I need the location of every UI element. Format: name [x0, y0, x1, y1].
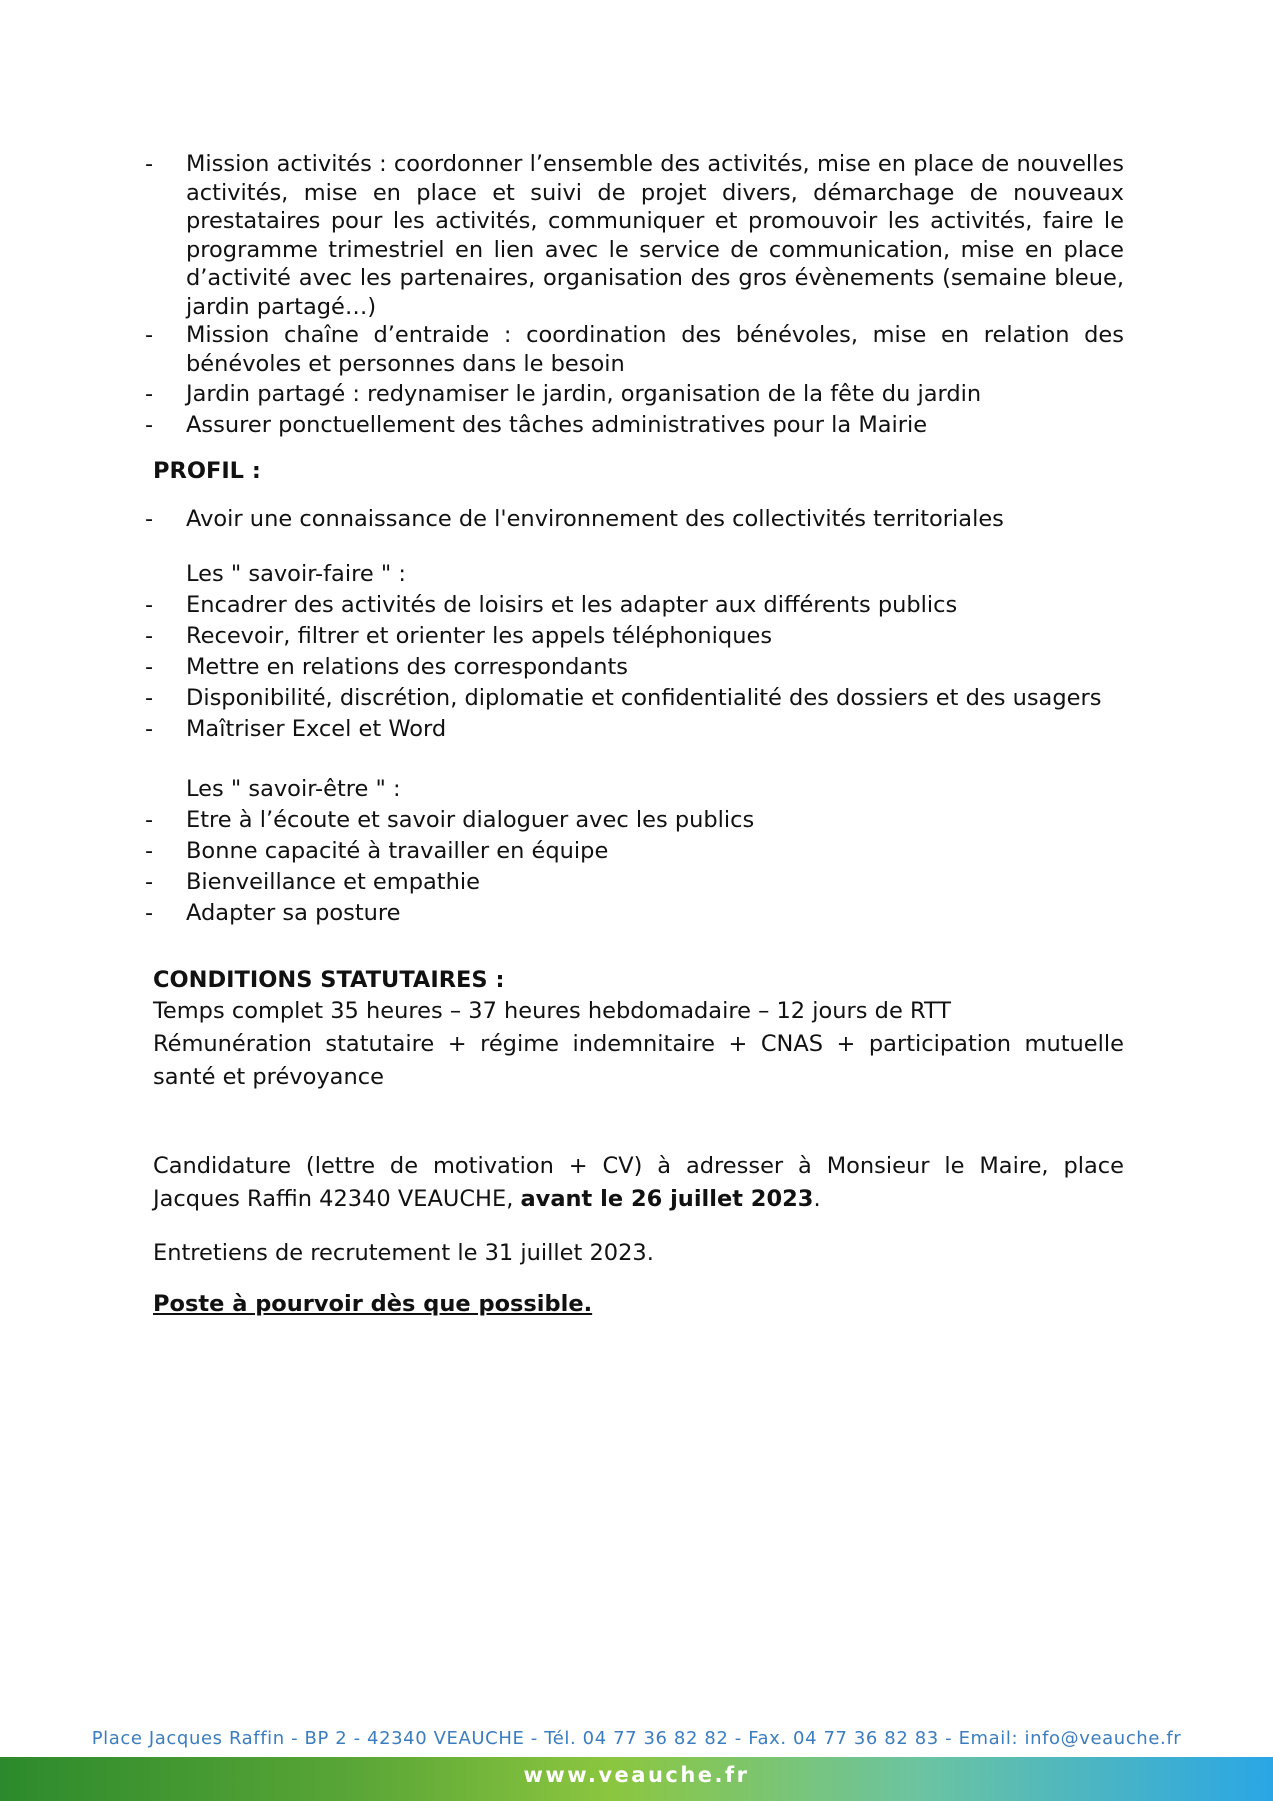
- missions-list: [145, 150, 1124, 439]
- footer-address: Place Jacques Raffin - BP 2 - 42340 VEAUCHE - Tél. 04 77 36 82 82 - Fax. 04 77 36 82 83 - Email: info@veauche.fr: [91, 1728, 1182, 1749]
- poste-notice: Poste à pourvoir dès que possible.: [153, 1291, 593, 1317]
- list-item: - Etre à l’écoute et savoir dialoguer avec les publics: [145, 807, 755, 833]
- document-body: [145, 150, 1124, 1317]
- conditions-line-1: Temps complet 35 heures – 37 heures hebdomadaire – 12 jours de RTT: [153, 998, 952, 1024]
- entretiens-paragraph: Entretiens de recrutement le 31 juillet 2023.: [153, 1240, 654, 1266]
- list-item: - Recevoir, filtrer et orienter les appels téléphoniques: [145, 623, 773, 649]
- list-item: - Adapter sa posture: [145, 900, 401, 926]
- list-item: - Avoir une connaissance de l'environnement des collectivités territoriales: [145, 506, 1004, 532]
- list-item: - Bonne capacité à travailler en équipe: [145, 838, 609, 864]
- list-item: - Bienveillance et empathie: [145, 869, 480, 895]
- savoir-etre-title: Les " savoir-être " :: [186, 776, 401, 802]
- savoir-etre-list: [145, 805, 1124, 929]
- conditions-heading: CONDITIONS STATUTAIRES :: [153, 967, 505, 993]
- list-item: - Disponibilité, discrétion, diplomatie et confidentialité des dossiers et des usagers: [145, 685, 1102, 711]
- deadline: avant le 26 juillet 2023: [520, 1186, 814, 1212]
- list-item: - Mettre en relations des correspondants: [145, 654, 629, 680]
- list-item: - Maîtriser Excel et Word: [145, 716, 447, 742]
- candidature-paragraph: Candidature (lettre de motivation + CV) à adresser à Monsieur le Maire, place Jacques Raffin 42340 VEAUCHE, avant le 26 juillet 2023.: [153, 1153, 1124, 1212]
- savoir-faire-title: Les " savoir-faire " :: [186, 561, 406, 587]
- list-item: - Mission chaîne d’entraide : coordination des bénévoles, mise en relation des bénévoles et personnes dans le besoin: [145, 322, 1124, 377]
- conditions-line-2: Rémunération statutaire + régime indemnitaire + CNAS + participation mutuelle santé et prévoyance: [153, 1031, 1124, 1090]
- list-item: - Assurer ponctuellement des tâches administratives pour la Mairie: [145, 411, 928, 438]
- profil-heading: PROFIL :: [153, 458, 261, 484]
- footer-website: www.veauche.fr: [523, 1763, 750, 1787]
- savoir-faire-list: [145, 590, 1124, 745]
- knowledge-list: [145, 504, 1124, 535]
- list-item: - Jardin partagé : redynamiser le jardin, organisation de la fête du jardin: [145, 381, 982, 407]
- list-item: - Mission activités : coordonner l’ensemble des activités, mise en place de nouvelles activités, mise en place et suivi de projet divers, démarchage de nouveaux prestataires pour les activités, communiquer et promouvoir les activités, faire le programme trimestriel en lien avec le service de communication, mise en place d’activité avec les partenaires, organisation des gros évènements (semaine bleue, jardin partagé…): [145, 151, 1124, 320]
- list-item: - Encadrer des activités de loisirs et les adapter aux différents publics: [145, 592, 958, 618]
